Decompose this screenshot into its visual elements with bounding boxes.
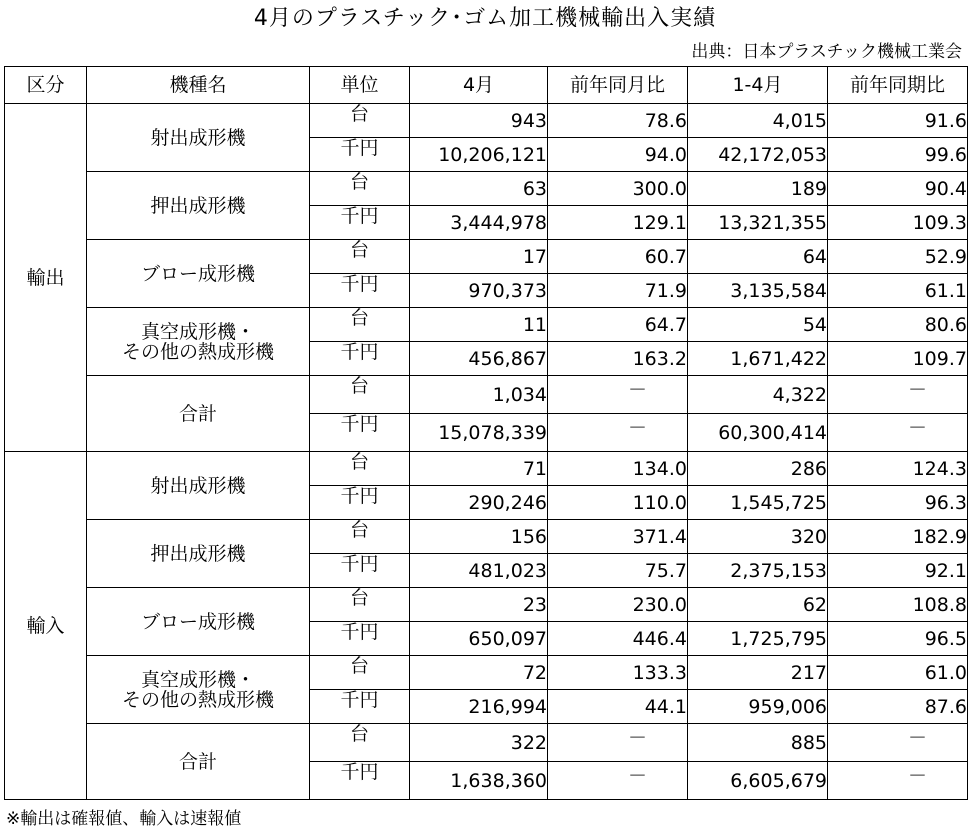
april-value-cell: 456,867: [410, 342, 548, 376]
yoy-month-cell: 133.3: [548, 656, 688, 690]
yoy-month-cell: 78.6: [548, 104, 688, 138]
machine-cell: 射出成形機: [87, 452, 310, 520]
unit-cell: 千円: [310, 762, 410, 800]
unit-cell: 台: [310, 104, 410, 138]
april-value-cell: 10,206,121: [410, 138, 548, 172]
table-row: [5, 520, 968, 554]
table-row: [5, 104, 968, 138]
yoy-month-cell: 71.9: [548, 274, 688, 308]
unit-cell: 千円: [310, 342, 410, 376]
header-unit: 単位: [310, 67, 410, 104]
yoy-month-cell: 60.7: [548, 240, 688, 274]
unit-cell: 千円: [310, 486, 410, 520]
category-cell: 輸入: [5, 452, 87, 800]
unit-cell: 台: [310, 588, 410, 622]
yoy-month-cell: －: [548, 724, 688, 762]
category-cell: 輸出: [5, 104, 87, 452]
yoy-ytd-cell: 96.5: [828, 622, 968, 656]
yoy-ytd-cell: 99.6: [828, 138, 968, 172]
header-category: 区分: [5, 67, 87, 104]
yoy-month-cell: 44.1: [548, 690, 688, 724]
ytd-value-cell: 4,015: [688, 104, 828, 138]
april-value-cell: 943: [410, 104, 548, 138]
unit-cell: 千円: [310, 274, 410, 308]
april-value-cell: 72: [410, 656, 548, 690]
machine-cell: 押出成形機: [87, 520, 310, 588]
yoy-month-cell: 300.0: [548, 172, 688, 206]
unit-cell: 千円: [310, 622, 410, 656]
header-row: [5, 67, 968, 104]
april-value-cell: 481,023: [410, 554, 548, 588]
yoy-ytd-cell: 182.9: [828, 520, 968, 554]
machine-cell: ブロー成形機: [87, 240, 310, 308]
ytd-value-cell: 1,725,795: [688, 622, 828, 656]
ytd-value-cell: 62: [688, 588, 828, 622]
april-value-cell: 1,034: [410, 376, 548, 414]
table-row: [5, 452, 968, 486]
table-row: [5, 240, 968, 274]
unit-cell: 千円: [310, 414, 410, 452]
unit-cell: 台: [310, 240, 410, 274]
ytd-value-cell: 1,671,422: [688, 342, 828, 376]
april-value-cell: 322: [410, 724, 548, 762]
unit-cell: 台: [310, 172, 410, 206]
ytd-value-cell: 6,605,679: [688, 762, 828, 800]
table-body: [5, 104, 968, 800]
unit-cell: 千円: [310, 554, 410, 588]
yoy-month-cell: －: [548, 376, 688, 414]
yoy-ytd-cell: 96.3: [828, 486, 968, 520]
table-row: [5, 172, 968, 206]
machine-cell: 射出成形機: [87, 104, 310, 172]
yoy-ytd-cell: 80.6: [828, 308, 968, 342]
machine-cell: 押出成形機: [87, 172, 310, 240]
yoy-ytd-cell: －: [828, 762, 968, 800]
ytd-value-cell: 42,172,053: [688, 138, 828, 172]
ytd-value-cell: 2,375,153: [688, 554, 828, 588]
unit-cell: 台: [310, 724, 410, 762]
header-machine: 機種名: [87, 67, 310, 104]
header-ytd: 1-4月: [688, 67, 828, 104]
ytd-value-cell: 217: [688, 656, 828, 690]
machine-cell: 真空成形機・ その他の熱成形機: [87, 656, 310, 724]
table-row: [5, 308, 968, 342]
ytd-value-cell: 60,300,414: [688, 414, 828, 452]
unit-cell: 台: [310, 656, 410, 690]
ytd-value-cell: 13,321,355: [688, 206, 828, 240]
ytd-value-cell: 189: [688, 172, 828, 206]
table-row: [5, 588, 968, 622]
yoy-month-cell: 371.4: [548, 520, 688, 554]
machine-cell: 合計: [87, 724, 310, 800]
yoy-ytd-cell: 109.3: [828, 206, 968, 240]
yoy-month-cell: 230.0: [548, 588, 688, 622]
april-value-cell: 970,373: [410, 274, 548, 308]
yoy-ytd-cell: 52.9: [828, 240, 968, 274]
ytd-value-cell: 4,322: [688, 376, 828, 414]
ytd-value-cell: 286: [688, 452, 828, 486]
yoy-month-cell: 94.0: [548, 138, 688, 172]
trade-table: [4, 66, 968, 800]
header-yoy-ytd: 前年同期比: [828, 67, 968, 104]
yoy-month-cell: 134.0: [548, 452, 688, 486]
yoy-ytd-cell: 87.6: [828, 690, 968, 724]
page-title: 4月のプラスチック･ゴム加工機械輸出入実績: [253, 6, 717, 31]
unit-cell: 台: [310, 452, 410, 486]
table-row: [5, 656, 968, 690]
yoy-month-cell: 75.7: [548, 554, 688, 588]
table-row: [5, 376, 968, 414]
yoy-month-cell: 163.2: [548, 342, 688, 376]
machine-cell: 合計: [87, 376, 310, 452]
yoy-ytd-cell: －: [828, 376, 968, 414]
header-yoy-month: 前年同月比: [548, 67, 688, 104]
yoy-month-cell: 64.7: [548, 308, 688, 342]
yoy-month-cell: －: [548, 762, 688, 800]
unit-cell: 千円: [310, 138, 410, 172]
unit-cell: 台: [310, 520, 410, 554]
machine-cell: 真空成形機・ その他の熱成形機: [87, 308, 310, 376]
ytd-value-cell: 64: [688, 240, 828, 274]
yoy-ytd-cell: 61.0: [828, 656, 968, 690]
april-value-cell: 156: [410, 520, 548, 554]
ytd-value-cell: 3,135,584: [688, 274, 828, 308]
machine-cell: ブロー成形機: [87, 588, 310, 656]
table-row: [5, 724, 968, 762]
april-value-cell: 71: [410, 452, 548, 486]
ytd-value-cell: 885: [688, 724, 828, 762]
source-credit: 出典：日本プラスチック機械工業会: [691, 42, 962, 62]
yoy-month-cell: 110.0: [548, 486, 688, 520]
ytd-value-cell: 320: [688, 520, 828, 554]
yoy-ytd-cell: 109.7: [828, 342, 968, 376]
yoy-month-cell: －: [548, 414, 688, 452]
yoy-ytd-cell: －: [828, 724, 968, 762]
april-value-cell: 650,097: [410, 622, 548, 656]
yoy-ytd-cell: 108.8: [828, 588, 968, 622]
ytd-value-cell: 959,006: [688, 690, 828, 724]
ytd-value-cell: 1,545,725: [688, 486, 828, 520]
april-value-cell: 290,246: [410, 486, 548, 520]
yoy-month-cell: 129.1: [548, 206, 688, 240]
yoy-ytd-cell: 90.4: [828, 172, 968, 206]
yoy-ytd-cell: 92.1: [828, 554, 968, 588]
yoy-ytd-cell: 91.6: [828, 104, 968, 138]
april-value-cell: 1,638,360: [410, 762, 548, 800]
header-april: 4月: [410, 67, 548, 104]
yoy-month-cell: 446.4: [548, 622, 688, 656]
april-value-cell: 216,994: [410, 690, 548, 724]
unit-cell: 千円: [310, 206, 410, 240]
yoy-ytd-cell: 61.1: [828, 274, 968, 308]
unit-cell: 千円: [310, 690, 410, 724]
yoy-ytd-cell: －: [828, 414, 968, 452]
yoy-ytd-cell: 124.3: [828, 452, 968, 486]
april-value-cell: 63: [410, 172, 548, 206]
april-value-cell: 11: [410, 308, 548, 342]
april-value-cell: 23: [410, 588, 548, 622]
april-value-cell: 17: [410, 240, 548, 274]
footnote: ※輸出は確報値、輸入は速報値: [6, 809, 242, 829]
unit-cell: 台: [310, 376, 410, 414]
ytd-value-cell: 54: [688, 308, 828, 342]
unit-cell: 台: [310, 308, 410, 342]
april-value-cell: 3,444,978: [410, 206, 548, 240]
april-value-cell: 15,078,339: [410, 414, 548, 452]
